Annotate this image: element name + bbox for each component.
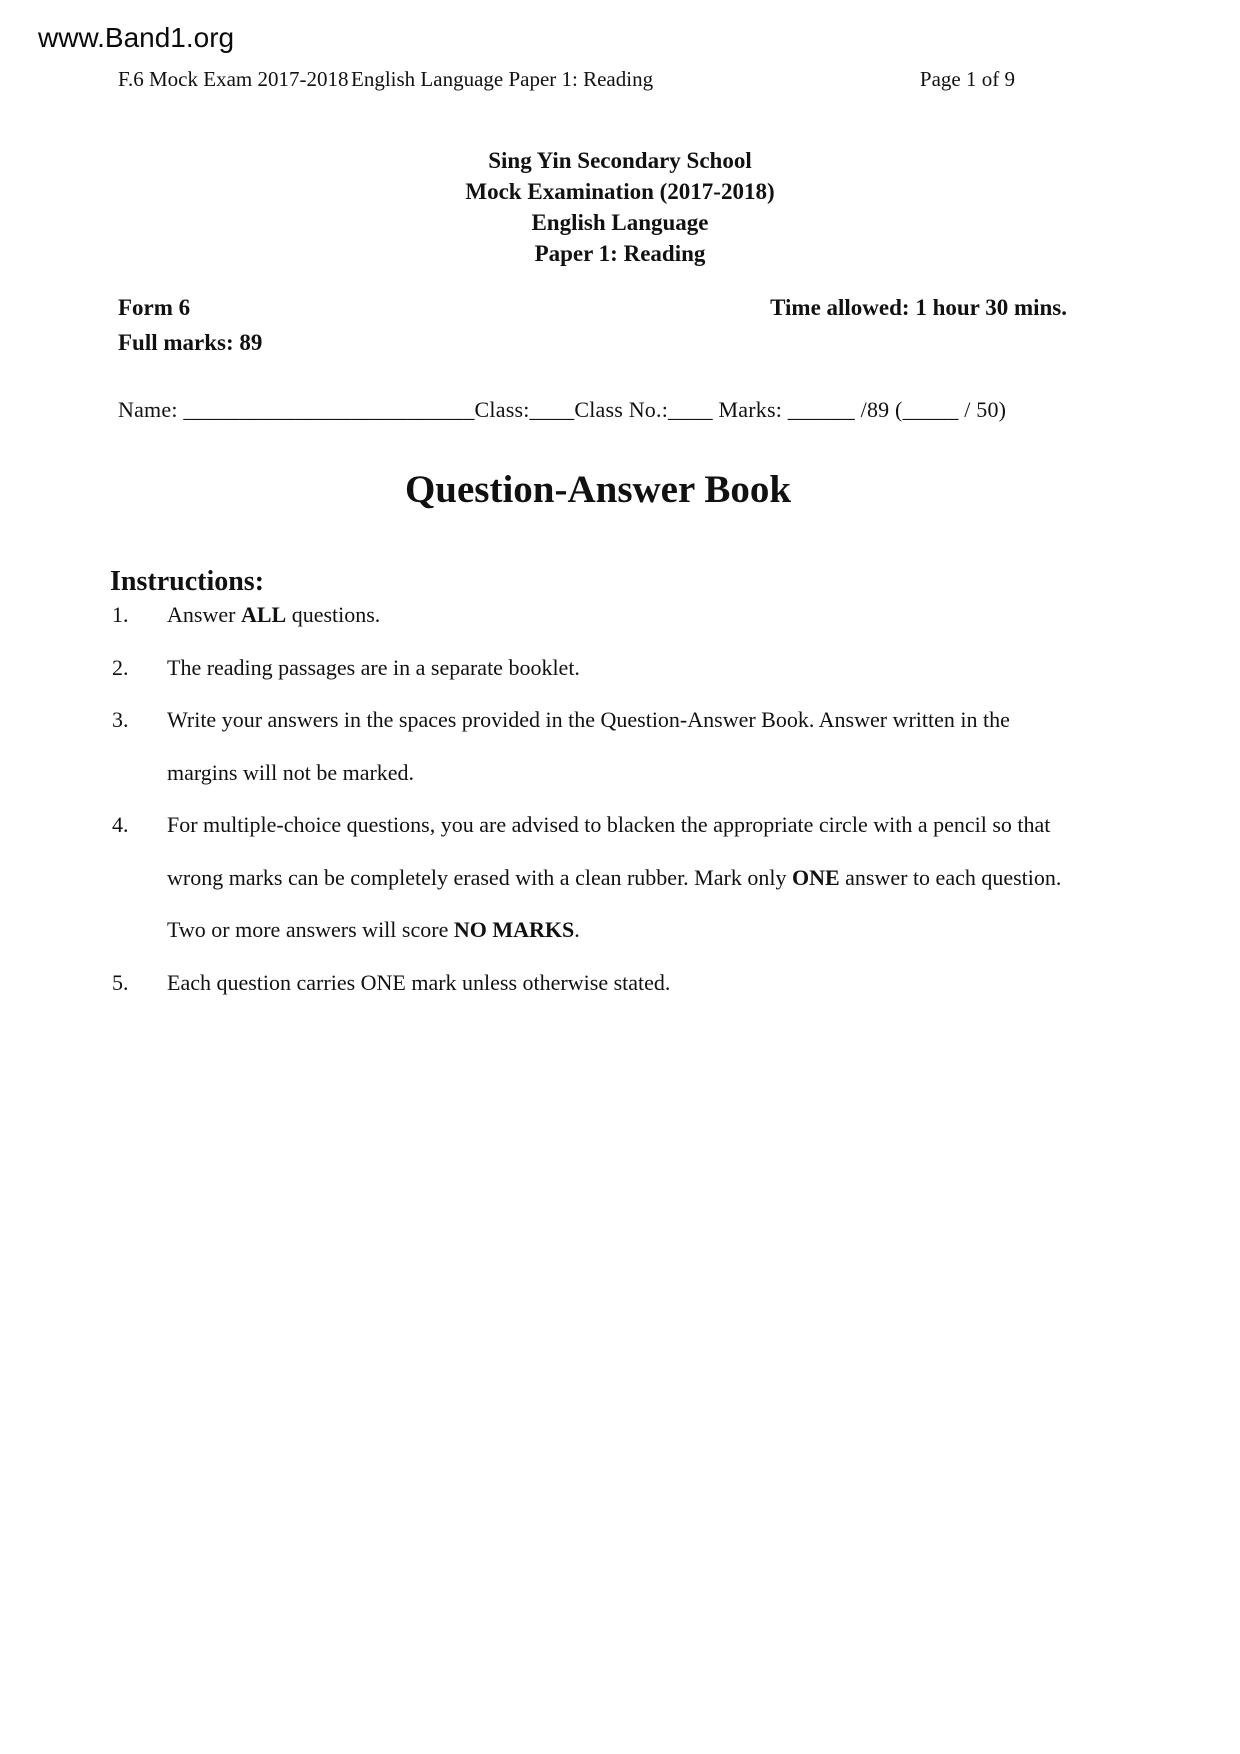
instruction-text-line: The reading passages are in a separate booklet. (167, 654, 580, 680)
instruction-number: 3. (112, 707, 129, 732)
instruction-text (167, 799, 1200, 957)
book-title: Question-Answer Book (404, 468, 792, 511)
school-name: Sing Yin Secondary School (488, 148, 752, 173)
instruction-text-line: wrong marks can be completely erased with a clean rubber. Mark only ONE answer to each question. (167, 864, 1062, 890)
instruction-text-line: Write your answers in the spaces provided in the Question-Answer Book. Answer written in the (167, 707, 1010, 732)
page-header (118, 67, 1015, 92)
instruction-text-line: For multiple-choice questions, you are advised to blacken the appropriate circle with a pencil so that (167, 812, 1051, 837)
instruction-item (112, 799, 1200, 957)
instruction-number: 1. (112, 602, 129, 627)
instruction-text (167, 589, 1200, 642)
full-marks-label: Full marks: 89 (118, 330, 263, 355)
header-paper-label: English Language Paper 1: Reading (351, 67, 654, 91)
instructions-heading: Instructions: (110, 566, 265, 597)
header-page-number: Page 1 of 9 (919, 67, 1015, 91)
instruction-number: 5. (112, 969, 129, 995)
form-label: Form 6 (118, 295, 191, 320)
instruction-text (167, 642, 1200, 695)
header-exam-label: F.6 Mock Exam 2017-2018 (118, 67, 349, 91)
form-time-row (118, 295, 1067, 321)
instruction-text-line: Answer ALL questions. (167, 602, 381, 627)
exam-title: Mock Examination (2017-2018) (465, 179, 775, 204)
instruction-number: 4. (112, 812, 129, 837)
instruction-item (112, 957, 1200, 1010)
instruction-item (112, 642, 1200, 695)
title-block (0, 145, 1240, 269)
site-watermark: www.Band1.org (38, 22, 235, 53)
time-allowed-label: Time allowed: 1 hour 30 mins. (770, 295, 1067, 320)
instruction-text-line: Two or more answers will score NO MARKS. (167, 917, 580, 942)
instruction-item (112, 694, 1200, 799)
student-info-line: Name: __________________________Class:____Class No.:____ Marks: ______ /89 (_____ / 50) (118, 397, 1007, 422)
instruction-item (112, 589, 1200, 642)
subject-title: English Language (531, 210, 709, 235)
instruction-text-line: margins will not be marked. (167, 759, 415, 785)
instructions-list (112, 589, 1200, 1009)
instruction-text (167, 957, 1200, 1010)
instruction-text-line: Each question carries ONE mark unless otherwise stated. (167, 969, 671, 995)
paper-title: Paper 1: Reading (534, 241, 706, 266)
instruction-number: 2. (112, 654, 129, 680)
instruction-text (167, 694, 1200, 799)
